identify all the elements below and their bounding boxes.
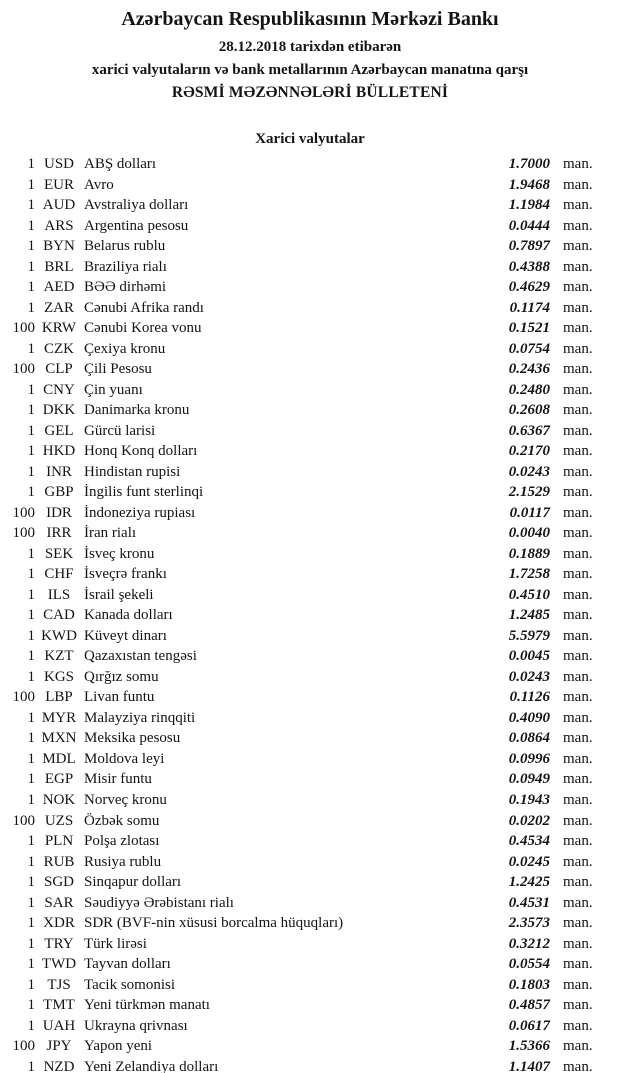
currency-quantity: 1 bbox=[27, 771, 35, 788]
currency-unit-label: man. bbox=[563, 586, 593, 603]
currency-rate-value: 0.4510 bbox=[508, 586, 550, 603]
currency-rate-value: 0.1943 bbox=[508, 791, 550, 808]
currency-name: Danimarka kronu bbox=[84, 402, 190, 419]
currency-code: CAD bbox=[43, 607, 75, 624]
currency-row bbox=[0, 564, 620, 585]
currency-unit-label: man. bbox=[563, 812, 593, 829]
currency-name: Yapon yeni bbox=[84, 1038, 153, 1055]
currency-row bbox=[0, 359, 620, 380]
currency-unit-label: man. bbox=[563, 197, 593, 214]
bulletin-title: RƏSMİ MƏZƏNNƏLƏRİ BÜLLETENİ bbox=[171, 84, 449, 101]
currency-rate-value: 1.2485 bbox=[508, 607, 550, 624]
currency-name: İndoneziya rupiası bbox=[84, 504, 196, 521]
currency-quantity: 1 bbox=[27, 463, 35, 480]
currency-name: Türk lirəsi bbox=[84, 935, 147, 952]
currency-row bbox=[0, 975, 620, 996]
currency-code: UAH bbox=[42, 1017, 76, 1034]
currency-code: GBP bbox=[44, 484, 74, 501]
currency-rate-value: 0.0117 bbox=[509, 504, 550, 521]
currency-rate-value: 1.1407 bbox=[508, 1058, 550, 1073]
currency-row bbox=[0, 667, 620, 688]
currency-row bbox=[0, 236, 620, 257]
currency-quantity: 1 bbox=[27, 443, 35, 460]
currency-quantity: 1 bbox=[27, 607, 35, 624]
currency-row bbox=[0, 872, 620, 893]
currency-name: Özbək somu bbox=[84, 812, 160, 829]
currency-unit-label: man. bbox=[563, 627, 593, 644]
currency-rate-value: 0.4531 bbox=[508, 894, 550, 911]
currency-row bbox=[0, 154, 620, 175]
currency-code: DKK bbox=[42, 402, 76, 419]
currency-rate-value: 0.0554 bbox=[508, 956, 550, 973]
currency-row bbox=[0, 318, 620, 339]
currency-unit-label: man. bbox=[563, 607, 593, 624]
currency-code: EUR bbox=[44, 176, 74, 193]
currency-quantity: 100 bbox=[12, 504, 35, 521]
currency-quantity: 1 bbox=[27, 750, 35, 767]
currency-row bbox=[0, 728, 620, 749]
currency-unit-label: man. bbox=[563, 894, 593, 911]
currency-quantity: 1 bbox=[27, 586, 35, 603]
currency-name: Hindistan rupisi bbox=[84, 463, 181, 480]
currency-quantity: 1 bbox=[27, 730, 35, 747]
currency-code: INR bbox=[46, 463, 72, 480]
currency-code: NZD bbox=[43, 1058, 75, 1073]
currency-rate-value: 0.0045 bbox=[508, 648, 550, 665]
currency-name: Tacik somonisi bbox=[84, 976, 176, 993]
currency-name: Ukrayna qrivnası bbox=[84, 1017, 188, 1034]
currency-name: SDR (BVF-nin xüsusi borcalma hüquqları) bbox=[84, 915, 344, 932]
currency-unit-label: man. bbox=[563, 279, 593, 296]
bulletin-header bbox=[0, 0, 620, 102]
currency-unit-label: man. bbox=[563, 997, 593, 1014]
section-title-foreign-currencies: Xarici valyutalar bbox=[255, 131, 365, 147]
currency-unit-label: man. bbox=[563, 956, 593, 973]
currency-quantity: 1 bbox=[27, 238, 35, 255]
currency-unit-label: man. bbox=[563, 935, 593, 952]
currency-row bbox=[0, 769, 620, 790]
bank-name-title: Azərbaycan Respublikasının Mərkəzi Bankı bbox=[121, 8, 499, 30]
currency-code: NOK bbox=[42, 791, 76, 808]
currency-code: BYN bbox=[43, 238, 75, 255]
currency-row bbox=[0, 482, 620, 503]
currency-unit-label: man. bbox=[563, 915, 593, 932]
currency-rate-value: 0.2608 bbox=[508, 402, 550, 419]
currency-row bbox=[0, 995, 620, 1016]
currency-name: Braziliya rialı bbox=[84, 258, 167, 275]
currency-row bbox=[0, 1057, 620, 1073]
currency-rate-value: 0.4857 bbox=[508, 997, 550, 1014]
currency-code: XDR bbox=[43, 915, 75, 932]
currency-rate-value: 1.7258 bbox=[508, 566, 550, 583]
currency-row bbox=[0, 1036, 620, 1057]
currency-unit-label: man. bbox=[563, 545, 593, 562]
currency-rate-value: 2.3573 bbox=[508, 915, 550, 932]
currency-row bbox=[0, 790, 620, 811]
currency-code: BRL bbox=[44, 258, 74, 275]
currency-code: KGS bbox=[43, 668, 74, 685]
currency-rate-value: 2.1529 bbox=[508, 484, 550, 501]
currency-rate-value: 0.1803 bbox=[508, 976, 550, 993]
currency-code: MXN bbox=[41, 730, 77, 747]
currency-quantity: 1 bbox=[27, 566, 35, 583]
currency-row bbox=[0, 339, 620, 360]
currency-name: Sinqapur dolları bbox=[84, 874, 182, 891]
currency-row bbox=[0, 544, 620, 565]
currency-name: Kanada dolları bbox=[84, 607, 173, 624]
currency-name: Qazaxıstan tengəsi bbox=[84, 648, 197, 665]
currency-row bbox=[0, 811, 620, 832]
currency-row bbox=[0, 934, 620, 955]
currency-name: Cənubi Korea vonu bbox=[84, 320, 202, 337]
currency-rate-value: 1.9468 bbox=[508, 176, 550, 193]
currency-code: SEK bbox=[44, 545, 74, 562]
currency-name: Misir funtu bbox=[84, 771, 152, 788]
currency-quantity: 100 bbox=[12, 320, 35, 337]
currency-quantity: 100 bbox=[12, 525, 35, 542]
currency-quantity: 1 bbox=[27, 1017, 35, 1034]
currency-name: Yeni türkmən manatı bbox=[84, 997, 210, 1014]
currency-rate-value: 0.0243 bbox=[508, 463, 550, 480]
currency-rate-value: 0.6367 bbox=[508, 422, 550, 439]
currency-quantity: 1 bbox=[27, 874, 35, 891]
currency-rate-value: 0.2480 bbox=[508, 381, 550, 398]
currency-rate-value: 0.0949 bbox=[508, 771, 550, 788]
currency-unit-label: man. bbox=[563, 176, 593, 193]
currency-name: İngilis funt sterlinqi bbox=[84, 484, 204, 501]
currency-unit-label: man. bbox=[563, 443, 593, 460]
currency-name: Meksika pesosu bbox=[84, 730, 181, 747]
currency-rate-value: 1.7000 bbox=[508, 156, 550, 172]
currency-quantity: 1 bbox=[27, 894, 35, 911]
currency-rate-value: 0.1126 bbox=[509, 689, 550, 706]
currency-unit-label: man. bbox=[563, 504, 593, 521]
currency-unit-label: man. bbox=[563, 853, 593, 870]
currency-code: MYR bbox=[41, 709, 77, 726]
currency-rate-value: 0.4388 bbox=[508, 258, 550, 275]
currency-quantity: 1 bbox=[27, 1058, 35, 1073]
currency-rate-value: 0.0202 bbox=[508, 812, 550, 829]
currency-quantity: 1 bbox=[27, 217, 35, 234]
currency-name: Cənubi Afrika randı bbox=[84, 299, 204, 316]
currency-unit-label: man. bbox=[563, 320, 593, 337]
currency-code: SAR bbox=[44, 894, 74, 911]
currency-unit-label: man. bbox=[563, 750, 593, 767]
currency-code: PLN bbox=[44, 833, 74, 850]
currency-row bbox=[0, 216, 620, 237]
currency-rate-value: 0.0444 bbox=[508, 217, 550, 234]
currency-unit-label: man. bbox=[563, 689, 593, 706]
currency-rate-value: 0.0996 bbox=[508, 750, 550, 767]
currency-unit-label: man. bbox=[563, 566, 593, 583]
currency-rate-value: 1.5366 bbox=[508, 1038, 550, 1055]
currency-row bbox=[0, 831, 620, 852]
currency-quantity: 1 bbox=[27, 156, 35, 172]
currency-quantity: 1 bbox=[27, 381, 35, 398]
currency-unit-label: man. bbox=[563, 299, 593, 316]
currency-quantity: 1 bbox=[27, 833, 35, 850]
currency-quantity: 1 bbox=[27, 299, 35, 316]
currency-code: TMT bbox=[43, 997, 75, 1014]
currency-code: ILS bbox=[47, 586, 71, 603]
currency-rate-value: 0.0754 bbox=[508, 340, 550, 357]
currency-row bbox=[0, 646, 620, 667]
currency-code: TWD bbox=[41, 956, 77, 973]
currency-unit-label: man. bbox=[563, 1017, 593, 1034]
currency-unit-label: man. bbox=[563, 648, 593, 665]
currency-code: AUD bbox=[42, 197, 76, 214]
currency-rate-value: 0.4534 bbox=[508, 833, 550, 850]
currency-quantity: 1 bbox=[27, 545, 35, 562]
currency-unit-label: man. bbox=[563, 874, 593, 891]
currency-row bbox=[0, 852, 620, 873]
currency-code: ARS bbox=[44, 217, 74, 234]
currency-rate-value: 1.2425 bbox=[508, 874, 550, 891]
currency-quantity: 100 bbox=[12, 689, 35, 706]
currency-unit-label: man. bbox=[563, 361, 593, 378]
effective-date-line: 28.12.2018 tarixdən etibarən bbox=[218, 39, 402, 55]
currency-rate-value: 0.1521 bbox=[508, 320, 550, 337]
currency-row bbox=[0, 687, 620, 708]
currency-name: Honq Konq dolları bbox=[84, 443, 198, 460]
currency-name: İran rialı bbox=[84, 525, 137, 542]
currency-rate-value: 0.0040 bbox=[508, 525, 550, 542]
currency-row bbox=[0, 626, 620, 647]
currency-quantity: 100 bbox=[12, 812, 35, 829]
currency-quantity: 1 bbox=[27, 402, 35, 419]
currency-code: CZK bbox=[44, 340, 74, 357]
currency-unit-label: man. bbox=[563, 1038, 593, 1055]
currency-quantity: 1 bbox=[27, 668, 35, 685]
currency-quantity: 1 bbox=[27, 935, 35, 952]
currency-code: KWD bbox=[41, 627, 77, 644]
currency-code: AED bbox=[43, 279, 75, 296]
currency-name: Avstraliya dolları bbox=[84, 197, 189, 214]
currency-code: LBP bbox=[45, 689, 73, 706]
currency-unit-label: man. bbox=[563, 381, 593, 398]
currency-rate-value: 0.0864 bbox=[508, 730, 550, 747]
currency-code: CHF bbox=[44, 566, 74, 583]
currency-name: Çin yuanı bbox=[84, 381, 143, 398]
currency-name: Küveyt dinarı bbox=[84, 627, 167, 644]
currency-row bbox=[0, 749, 620, 770]
currency-unit-label: man. bbox=[563, 258, 593, 275]
currency-unit-label: man. bbox=[563, 422, 593, 439]
currency-unit-label: man. bbox=[563, 463, 593, 480]
currency-code: HKD bbox=[42, 443, 76, 460]
currency-name: Argentina pesosu bbox=[84, 217, 189, 234]
currency-quantity: 1 bbox=[27, 648, 35, 665]
currency-code: RUB bbox=[43, 853, 75, 870]
currency-unit-label: man. bbox=[563, 730, 593, 747]
currency-code: IDR bbox=[46, 504, 72, 521]
currency-code: KZT bbox=[44, 648, 74, 665]
currency-quantity: 1 bbox=[27, 853, 35, 870]
currency-code: CLP bbox=[45, 361, 73, 378]
currency-rate-value: 0.2436 bbox=[508, 361, 550, 378]
currency-row bbox=[0, 503, 620, 524]
currency-quantity: 1 bbox=[27, 484, 35, 501]
currency-row bbox=[0, 913, 620, 934]
currency-row bbox=[0, 380, 620, 401]
currency-name: Livan funtu bbox=[84, 689, 155, 706]
currency-code: EGP bbox=[44, 771, 74, 788]
currency-rate-value: 0.4090 bbox=[508, 709, 550, 726]
currency-unit-label: man. bbox=[563, 340, 593, 357]
currency-name: Belarus rublu bbox=[84, 238, 166, 255]
currency-name: Rusiya rublu bbox=[84, 853, 162, 870]
currency-row bbox=[0, 421, 620, 442]
currency-rate-value: 0.0243 bbox=[508, 668, 550, 685]
currency-unit-label: man. bbox=[563, 156, 593, 172]
currency-name: Moldova leyi bbox=[84, 750, 165, 767]
currency-row bbox=[0, 605, 620, 626]
currency-unit-label: man. bbox=[563, 709, 593, 726]
currency-unit-label: man. bbox=[563, 976, 593, 993]
currency-code: USD bbox=[43, 156, 74, 172]
currency-rate-value: 0.1889 bbox=[508, 545, 550, 562]
currency-quantity: 1 bbox=[27, 340, 35, 357]
currency-quantity: 1 bbox=[27, 709, 35, 726]
currency-unit-label: man. bbox=[563, 833, 593, 850]
currency-code: GEL bbox=[44, 422, 74, 439]
currency-name: Tayvan dolları bbox=[84, 956, 171, 973]
currency-quantity: 1 bbox=[27, 915, 35, 932]
currency-code: UZS bbox=[44, 812, 74, 829]
currency-name: Polşa zlotası bbox=[84, 833, 160, 850]
currency-unit-label: man. bbox=[563, 771, 593, 788]
currency-quantity: 1 bbox=[27, 176, 35, 193]
currency-quantity: 1 bbox=[27, 279, 35, 296]
currency-name: Səudiyyə Ərəbistanı rialı bbox=[84, 894, 234, 911]
currency-quantity: 1 bbox=[27, 976, 35, 993]
currency-quantity: 1 bbox=[27, 791, 35, 808]
currency-code: TRY bbox=[44, 935, 74, 952]
currency-row bbox=[0, 708, 620, 729]
currency-unit-label: man. bbox=[563, 402, 593, 419]
currency-row bbox=[0, 523, 620, 544]
currency-row bbox=[0, 257, 620, 278]
bulletin-subtitle: xarici valyutaların və bank metallarının Azərbaycan manatına qarşı bbox=[91, 62, 529, 78]
currency-quantity: 1 bbox=[27, 422, 35, 439]
currency-rate-value: 0.0245 bbox=[508, 853, 550, 870]
currency-quantity: 1 bbox=[27, 258, 35, 275]
currency-row bbox=[0, 400, 620, 421]
currency-code: ZAR bbox=[44, 299, 74, 316]
currency-unit-label: man. bbox=[563, 668, 593, 685]
currency-code: SGD bbox=[43, 874, 74, 891]
currency-name: Norveç kronu bbox=[84, 791, 167, 808]
currency-name: Yeni Zelandiya dolları bbox=[84, 1058, 219, 1073]
currency-name: ABŞ dolları bbox=[84, 156, 157, 172]
currency-row bbox=[0, 277, 620, 298]
currency-rates-table bbox=[0, 154, 620, 1073]
currency-code: CNY bbox=[43, 381, 75, 398]
currency-name: Çexiya kronu bbox=[84, 340, 166, 357]
currency-name: Malayziya rinqqiti bbox=[84, 709, 196, 726]
currency-rate-value: 5.5979 bbox=[508, 627, 550, 644]
currency-quantity: 1 bbox=[27, 197, 35, 214]
currency-code: IRR bbox=[46, 525, 72, 542]
currency-row bbox=[0, 441, 620, 462]
currency-row bbox=[0, 462, 620, 483]
currency-unit-label: man. bbox=[563, 238, 593, 255]
currency-quantity: 1 bbox=[27, 956, 35, 973]
currency-rate-value: 0.2170 bbox=[508, 443, 550, 460]
currency-quantity: 1 bbox=[27, 997, 35, 1014]
currency-row bbox=[0, 195, 620, 216]
currency-unit-label: man. bbox=[563, 1058, 593, 1073]
currency-name: Qırğız somu bbox=[84, 668, 159, 685]
currency-row bbox=[0, 1016, 620, 1037]
currency-code: KRW bbox=[41, 320, 77, 337]
currency-row bbox=[0, 585, 620, 606]
currency-rate-value: 0.1174 bbox=[509, 299, 550, 316]
currency-name: İsveçrə frankı bbox=[84, 566, 167, 583]
currency-unit-label: man. bbox=[563, 217, 593, 234]
currency-name: Gürcü larisi bbox=[84, 422, 156, 439]
currency-row bbox=[0, 298, 620, 319]
currency-unit-label: man. bbox=[563, 525, 593, 542]
currency-quantity: 100 bbox=[12, 361, 35, 378]
currency-unit-label: man. bbox=[563, 791, 593, 808]
currency-name: İsveç kronu bbox=[84, 545, 155, 562]
currency-code: JPY bbox=[46, 1038, 72, 1055]
currency-row bbox=[0, 175, 620, 196]
currency-row bbox=[0, 893, 620, 914]
currency-name: BƏƏ dirhəmi bbox=[84, 279, 167, 296]
currency-unit-label: man. bbox=[563, 484, 593, 501]
currency-quantity: 100 bbox=[12, 1038, 35, 1055]
currency-name: Avro bbox=[84, 176, 114, 193]
currency-quantity: 1 bbox=[27, 627, 35, 644]
currency-rate-value: 0.4629 bbox=[508, 279, 550, 296]
currency-rate-value: 0.0617 bbox=[508, 1017, 550, 1034]
currency-code: TJS bbox=[47, 976, 71, 993]
currency-name: Çili Pesosu bbox=[84, 361, 152, 378]
currency-row bbox=[0, 954, 620, 975]
currency-rate-value: 0.3212 bbox=[508, 935, 550, 952]
currency-code: MDL bbox=[42, 750, 76, 767]
currency-rate-value: 0.7897 bbox=[508, 238, 550, 255]
currency-name: İsrail şekeli bbox=[84, 586, 154, 603]
currency-rate-value: 1.1984 bbox=[508, 197, 550, 214]
